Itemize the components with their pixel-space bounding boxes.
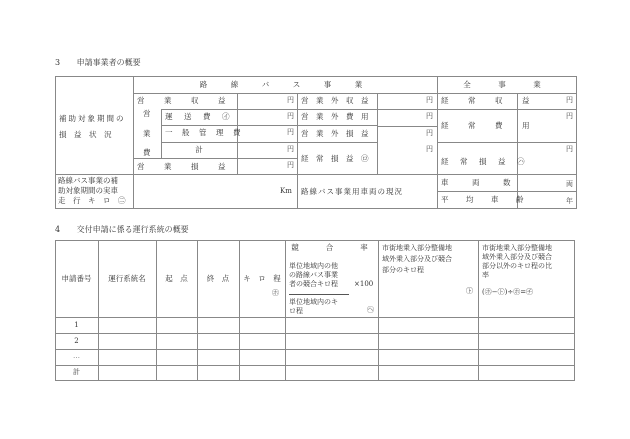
vehicle-status-label: 路線バス事業用車両の現況 xyxy=(301,187,403,196)
competition-mark: ㋬ xyxy=(367,306,374,314)
competition-denominator-line1: 単位地域内のキ xyxy=(289,298,338,306)
urban-km-mark: ㋣ xyxy=(466,287,473,295)
all-ordinary-profit-label: 経 常 損 益 ㋩ xyxy=(441,157,527,166)
section4-number: 4 xyxy=(55,225,61,234)
mileage-label-line1: 路線バス事業の補 xyxy=(58,176,118,185)
non-op-revenue-label: 営 業 外 収 益 xyxy=(301,96,369,105)
ordinary-profit-route-label: 経 常 損 益 ㋺ xyxy=(301,154,369,163)
unit-vehicles: 両 xyxy=(566,180,573,188)
header-app-number: 申請番号 xyxy=(61,274,92,283)
route-bus-header: 路 線 バ ス 事 業 xyxy=(199,80,371,89)
row-number: 2 xyxy=(74,337,79,345)
unit-yen: 円 xyxy=(426,96,433,104)
row-number: 1 xyxy=(74,321,79,329)
vehicle-count-label: 車 両 数 xyxy=(441,178,519,187)
mileage-label-line2: 助対象期間の実車 xyxy=(58,186,118,195)
all-ordinary-revenue-label: 経 常 収 益 xyxy=(441,96,536,105)
row-number: … xyxy=(73,352,80,360)
transport-cost-label: 運 送 費 ㋑ xyxy=(165,112,232,121)
header-end: 終 点 xyxy=(206,274,230,283)
competition-title: 競 合 率 xyxy=(291,243,372,252)
unit-yen: 円 xyxy=(287,161,294,169)
competition-numerator-line3: 者の競合キロ程 xyxy=(289,280,338,288)
ratio-line4: 率 xyxy=(482,271,489,279)
km-mark: ㋭ xyxy=(272,289,279,297)
operating-revenue-label: 営 業 収 益 xyxy=(137,96,232,105)
unit-yen: 円 xyxy=(287,145,294,153)
section3-heading xyxy=(55,57,141,68)
urban-km-line3: 部分のキロ程 xyxy=(382,266,424,274)
ratio-line2: 域外乗入部分及び競合 xyxy=(482,253,552,261)
operating-expense-char3: 費 xyxy=(143,148,151,157)
general-admin-cost-label: 一 般 管 理 費 xyxy=(165,128,242,137)
unit-years: 年 xyxy=(566,197,573,205)
ratio-formula: (㋭−㋣)÷㋭=㋠ xyxy=(482,288,534,296)
section3-number: 3 xyxy=(55,58,61,67)
unit-yen: 円 xyxy=(566,112,573,120)
unit-yen: 円 xyxy=(287,96,294,104)
unit-yen: 円 xyxy=(426,112,433,120)
ratio-line1: 市街地乗入部分整備地 xyxy=(482,244,552,252)
competition-numerator-line1: 単位地域内の他 xyxy=(289,262,338,270)
unit-yen: 円 xyxy=(566,145,573,153)
non-op-profit-label: 営 業 外 損 益 xyxy=(301,129,369,138)
unit-yen: 円 xyxy=(566,96,573,104)
non-op-expense-label: 営 業 外 費 用 xyxy=(301,112,369,121)
header-start: 起 点 xyxy=(165,274,188,283)
row-total: 計 xyxy=(73,368,80,376)
competition-numerator-line2: の路線バス事業 xyxy=(289,271,338,279)
average-age-label: 平 均 車 齢 xyxy=(441,195,529,204)
competition-times: ×100 xyxy=(354,280,374,288)
urban-km-line1: 市街地乗入部分整備地 xyxy=(382,244,452,252)
section3-title: 申請事業者の概要 xyxy=(76,58,141,67)
operating-expense-char1: 営 xyxy=(143,109,151,118)
section4-title: 交付申請に係る運行系統の概要 xyxy=(76,225,189,234)
all-ordinary-expense-label: 経 常 費 用 xyxy=(441,121,536,130)
row-header-line1: 補助対象期間の xyxy=(59,114,126,123)
all-business-header: 全 事 業 xyxy=(463,80,551,89)
operating-expense-char2: 業 xyxy=(143,129,151,138)
unit-yen: 円 xyxy=(426,145,433,153)
row-header-line2: 損 益 状 況 xyxy=(59,130,112,139)
urban-km-line2: 域外乗入部分及び競合 xyxy=(382,255,452,263)
unit-yen: 円 xyxy=(426,129,433,137)
header-km: キ ロ 程 xyxy=(243,274,281,283)
subtotal-label: 計 xyxy=(195,145,203,154)
unit-yen: 円 xyxy=(287,112,294,120)
operating-profit-label: 営 業 損 益 xyxy=(137,162,232,171)
unit-km: Km xyxy=(280,187,292,195)
section4-heading xyxy=(55,224,189,235)
unit-yen: 円 xyxy=(287,128,294,136)
header-route-name: 運行系統名 xyxy=(108,274,146,283)
competition-denominator-line2: ロ程 xyxy=(289,307,303,315)
mileage-label-line3: 走 行 キ ロ ㊁ xyxy=(58,196,126,205)
ratio-line3: 部分以外のキロ程の比 xyxy=(482,262,552,270)
